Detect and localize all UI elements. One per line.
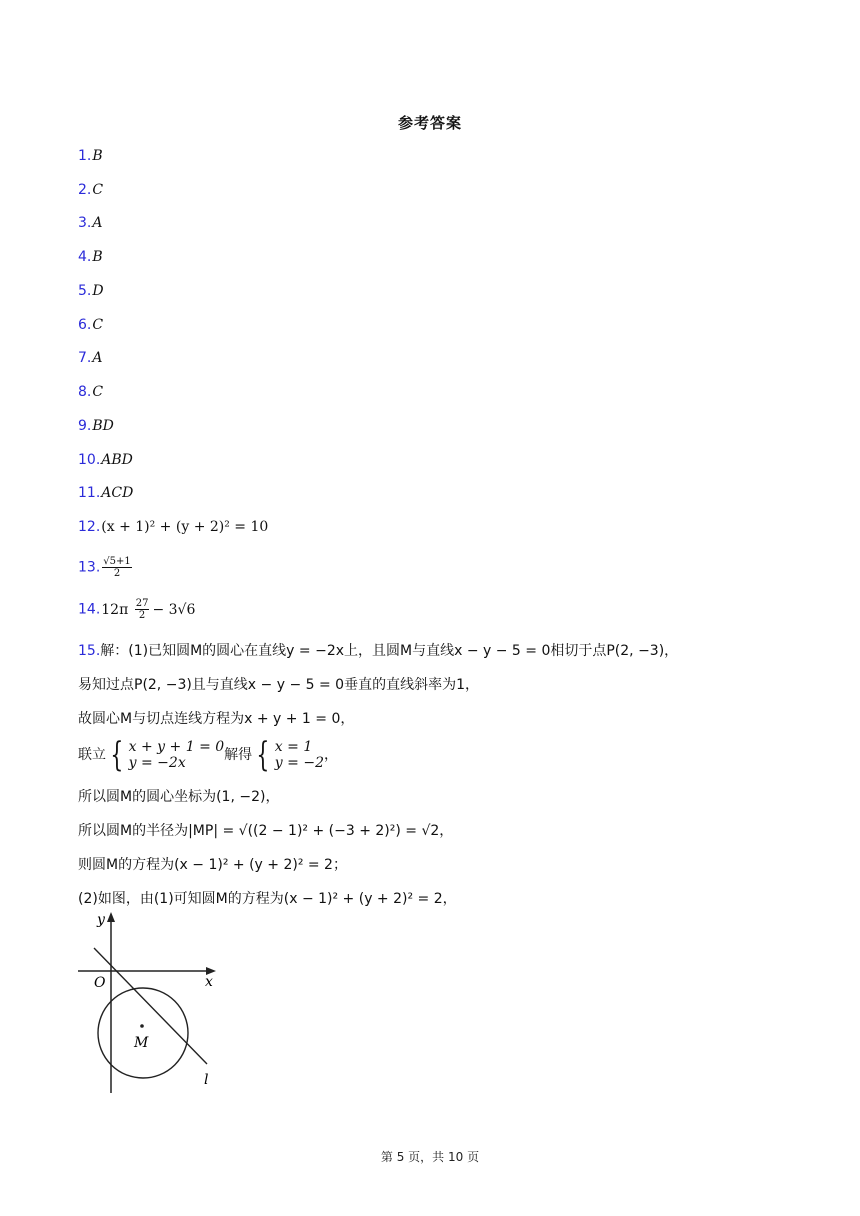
fraction: $\frac{√5+1}{2}$ bbox=[103, 556, 131, 579]
page-footer: 第 5 页，共 10 页 bbox=[380, 1150, 480, 1164]
page-title: 参考答案 bbox=[397, 114, 462, 132]
answer-2: 2.C bbox=[78, 182, 104, 198]
line-label: l bbox=[204, 1072, 209, 1088]
answer-6: 6.C bbox=[78, 317, 104, 333]
answer-7: 7.A bbox=[78, 350, 103, 366]
q15-system: 联立 { x + y + 1 = 0 y = −2x 解得 { x = 1 y = −2 ， bbox=[78, 735, 338, 775]
answer-1: 1.B bbox=[78, 148, 103, 164]
y-axis-label: y bbox=[97, 912, 105, 928]
answer-8: 8.C bbox=[78, 384, 104, 400]
q15-line-2: 易知过点P(2, −3)且与直线x − y − 5 = 0垂直的直线斜率为1， bbox=[78, 677, 479, 693]
answer-13: 13. $\frac{√5+1}{2}$ bbox=[78, 556, 131, 579]
q15-line-4: 所以圆M的圆心坐标为(1, −2)， bbox=[78, 789, 280, 805]
center-label: M bbox=[134, 1035, 149, 1051]
q15-line-7: (2)如图，由(1)可知圆M的方程为(x − 1)² + (y + 2)² = 2， bbox=[78, 891, 457, 907]
y-axis-arrow-icon bbox=[107, 912, 115, 922]
circle-line-figure bbox=[76, 908, 226, 1098]
answer-4: 4.B bbox=[78, 249, 103, 265]
q15-line-6: 则圆M的方程为(x − 1)² + (y + 2)² = 2； bbox=[78, 857, 347, 873]
center-point bbox=[140, 1024, 144, 1028]
answer-10: 10.ABD bbox=[78, 452, 133, 468]
answer-5: 5.D bbox=[78, 283, 104, 299]
answer-14: 14.12π $\frac{27}{2}$ − 3√6 bbox=[78, 598, 196, 621]
q15-line-3: 故圆心M与切点连线方程为x + y + 1 = 0， bbox=[78, 711, 355, 727]
fraction: $\frac{27}{2}$ bbox=[135, 598, 149, 621]
q15-line-1: 15.解：(1)已知圆M的圆心在直线y = −2x上，且圆M与直线x − y − 5 = 0相切于点P(2, −3)， bbox=[78, 643, 679, 659]
answer-9: 9.BD bbox=[78, 418, 114, 434]
answer-3: 3.A bbox=[78, 215, 103, 231]
origin-label: O bbox=[94, 975, 106, 991]
x-axis-label: x bbox=[205, 974, 213, 990]
q15-line-5: 所以圆M的半径为|MP| = √((2 − 1)² + (−3 + 2)²) = √2， bbox=[78, 823, 454, 839]
answer-11: 11.ACD bbox=[78, 485, 134, 501]
answer-12: 12.(x + 1)² + (y + 2)² = 10 bbox=[78, 519, 269, 535]
